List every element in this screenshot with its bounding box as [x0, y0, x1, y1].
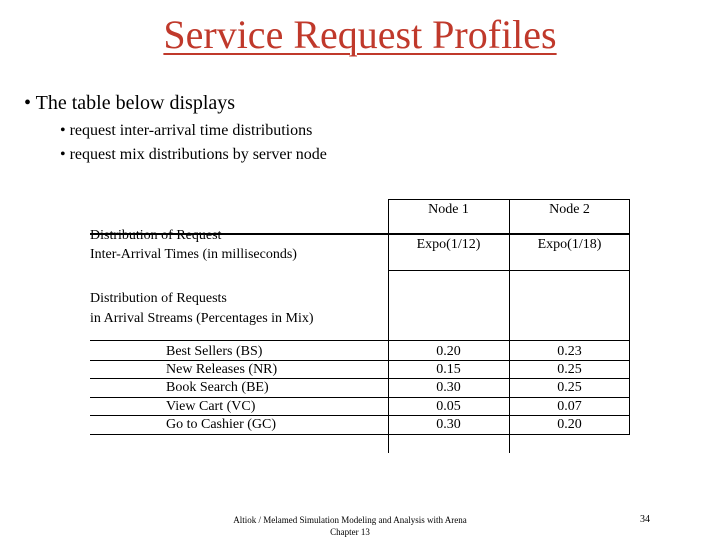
mix-row-label: Book Search (BE) — [166, 380, 269, 395]
page-number: 34 — [640, 514, 650, 525]
mix-row-node1: 0.30 — [436, 417, 461, 432]
col-header-node1: Node 1 — [428, 202, 469, 217]
sub-bullet-mix: • request mix distributions by server node — [60, 146, 327, 163]
mix-label-line1: Distribution of Requests — [90, 291, 227, 306]
footer-citation — [200, 514, 500, 538]
mix-row-node2: 0.25 — [557, 362, 582, 377]
col-header-node2: Node 2 — [549, 202, 590, 217]
mix-label-line2: in Arrival Streams (Percentages in Mix) — [90, 311, 314, 326]
sub-bullet-interarrival: • request inter-arrival time distributions — [60, 122, 313, 139]
slide-title: Service Request Profiles — [163, 12, 557, 57]
main-bullet: • The table below displays — [24, 92, 236, 114]
mix-row-node1: 0.20 — [436, 344, 461, 359]
footer-line2: Chapter 13 — [330, 527, 370, 537]
mix-row-node1: 0.05 — [436, 399, 461, 414]
interarrival-node2: Expo(1/18) — [537, 237, 602, 252]
mix-row-label: Best Sellers (BS) — [166, 344, 263, 359]
mix-row-node2: 0.20 — [557, 417, 582, 432]
table-bottom-rule — [90, 434, 630, 435]
footer-line1: Altiok / Melamed Simulation Modeling and Analysis with Arena — [233, 515, 467, 525]
interarrival-node1: Expo(1/12) — [416, 237, 481, 252]
mix-row-node1: 0.15 — [436, 362, 461, 377]
mix-row-node2: 0.07 — [557, 399, 582, 414]
interarrival-label-line2: Inter-Arrival Times (in milliseconds) — [90, 247, 297, 262]
mix-header-rule — [90, 340, 630, 341]
mix-row-label: View Cart (VC) — [166, 399, 256, 414]
interarrival-bottom-rule — [388, 270, 630, 271]
mix-row-node2: 0.23 — [557, 344, 582, 359]
mix-row-label: Go to Cashier (GC) — [166, 417, 277, 432]
mix-row-label: New Releases (NR) — [166, 362, 278, 377]
mix-row-node1: 0.30 — [436, 380, 461, 395]
interarrival-label-line1: Distribution of Request — [90, 228, 222, 243]
mix-row-node2: 0.25 — [557, 380, 582, 395]
